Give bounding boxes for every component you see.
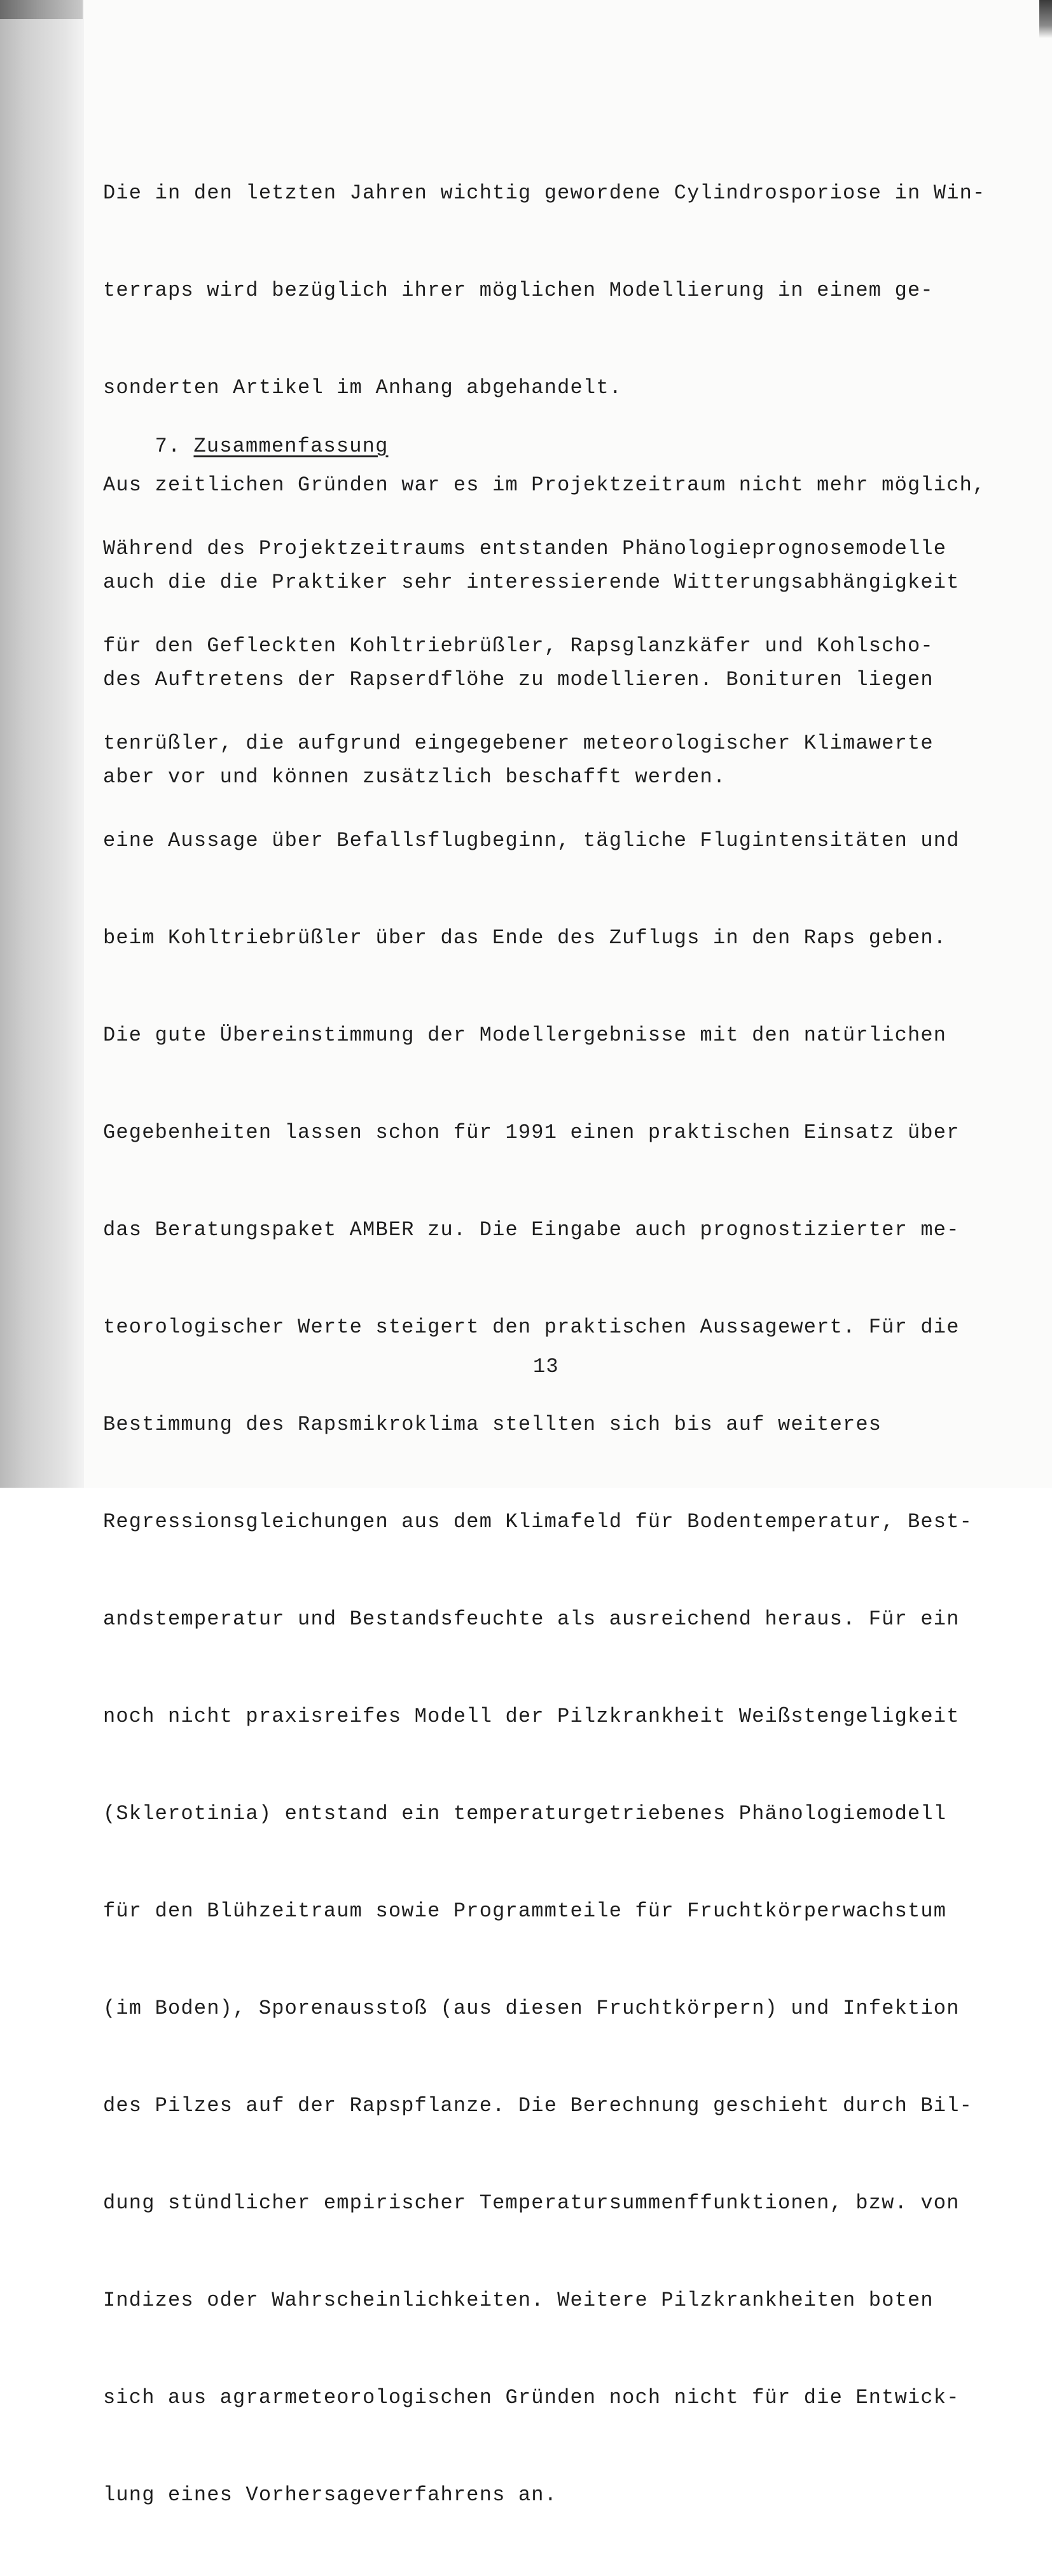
text-line: das Beratungspaket AMBER zu. Die Eingabe auch prognostizierter me- — [103, 1218, 960, 1242]
scan-right-corner-shadow — [1039, 0, 1052, 38]
text-line: für den Blühzeitraum sowie Programmteile für Fruchtkörperwachstum — [103, 1899, 947, 1923]
text-line: Bestimmung des Rapsmikroklima stellten sich bis auf weiteres — [103, 1413, 882, 1436]
text-line: dung stündlicher empirischer Temperatursummenffunktionen, bzw. von — [103, 2191, 960, 2215]
text-line: terraps wird bezüglich ihrer möglichen Modellierung in einem ge- — [103, 279, 934, 302]
text-line: Gegebenheiten lassen schon für 1991 einen praktischen Einsatz über — [103, 1121, 960, 1144]
text-line: Die in den letzten Jahren wichtig gewordene Cylindrosporiose in Win- — [103, 181, 986, 205]
text-line: andstemperatur und Bestandsfeuchte als ausreichend heraus. Für ein — [103, 1607, 960, 1631]
text-line: lung eines Vorhersageverfahrens an. — [103, 2483, 558, 2507]
section-number: 7. — [155, 434, 181, 458]
scan-binding-shadow — [0, 0, 84, 1488]
text-line: des Auftretens der Rapserdflöhe zu modellieren. Bonituren liegen — [103, 668, 934, 691]
text-line: Aus zeitlichen Gründen war es im Projektzeitraum nicht mehr möglich, — [103, 473, 986, 497]
summary-paragraph — [103, 467, 993, 2576]
text-line: sonderten Artikel im Anhang abgehandelt. — [103, 376, 623, 399]
text-line: (Sklerotinia) entstand ein temperaturgetriebenes Phänologiemodell — [103, 1802, 947, 1825]
scan-corner-shadow — [0, 0, 83, 19]
text-line: sich aus agrarmeteorologischen Gründen noch nicht für die Entwick- — [103, 2386, 960, 2409]
text-line: teorologischer Werte steigert den praktischen Aussagewert. Für die — [103, 1315, 960, 1339]
text-line: Während des Projektzeitraums entstanden Phänologieprognosemodelle — [103, 537, 947, 560]
page-number: 13 — [533, 1355, 559, 1378]
text-line: (im Boden), Sporenausstoß (aus diesen Fruchtkörpern) und Infektion — [103, 1997, 960, 2020]
text-line: des Pilzes auf der Rapspflanze. Die Berechnung geschieht durch Bil- — [103, 2094, 973, 2117]
text-line: Regressionsgleichungen aus dem Klimafeld für Bodentemperatur, Best- — [103, 1510, 973, 1534]
text-line: auch die die Praktiker sehr interessierende Witterungsabhängigkeit — [103, 571, 960, 594]
section-title: Zusammenfassung — [193, 434, 389, 458]
text-line: beim Kohltriebrüßler über das Ende des Zuflugs in den Raps geben. — [103, 926, 947, 950]
text-line: Die gute Übereinstimmung der Modellergebnisse mit den natürlichen — [103, 1023, 947, 1047]
text-line: aber vor und können zusätzlich beschafft werden. — [103, 765, 726, 789]
text-line: tenrüßler, die aufgrund eingegebener meteorologischer Klimawerte — [103, 731, 934, 755]
text-line: Indizes oder Wahrscheinlichkeiten. Weitere Pilzkrankheiten boten — [103, 2289, 934, 2312]
text-line: für den Gefleckten Kohltriebrüßler, Rapsglanzkäfer und Kohlscho- — [103, 634, 934, 658]
text-line: eine Aussage über Befallsflugbeginn, tägliche Flugintensitäten und — [103, 829, 960, 852]
text-line: noch nicht praxisreifes Modell der Pilzkrankheit Weißstengeligkeit — [103, 1705, 960, 1728]
